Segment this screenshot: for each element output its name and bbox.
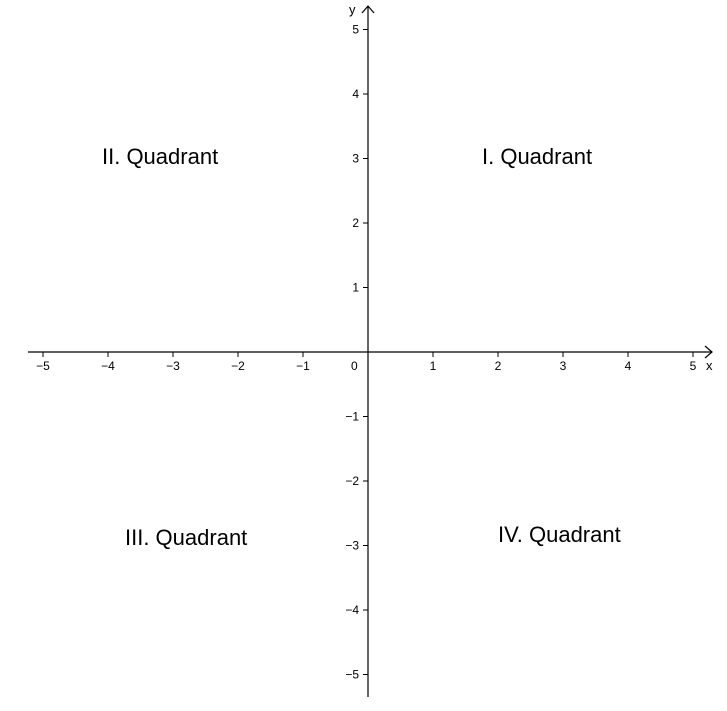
quadrant-2-label: II. Quadrant (102, 144, 219, 169)
y-tick-label: 1 (352, 280, 359, 295)
x-tick-label: −5 (36, 359, 50, 373)
x-tick-label: 4 (624, 359, 632, 373)
quadrant-1-label: I. Quadrant (482, 144, 593, 169)
y-tick-label: 2 (352, 216, 359, 230)
x-tick-label: −2 (231, 359, 245, 373)
y-tick-label: −3 (345, 538, 359, 553)
y-axis-label: y (349, 2, 356, 17)
y-tick-label: −2 (345, 474, 359, 488)
quadrant-3-label: III. Quadrant (125, 525, 248, 550)
x-tick-label: −1 (296, 359, 310, 373)
x-tick-label: 2 (494, 359, 502, 373)
y-tick-label: −5 (345, 667, 359, 682)
x-tick-label: −3 (166, 359, 180, 373)
y-tick-label: 5 (352, 22, 359, 37)
x-tick-label: 3 (559, 359, 567, 373)
y-tick-label: 4 (352, 87, 359, 101)
x-tick-label: 5 (689, 359, 697, 373)
x-axis-ticks (36, 352, 697, 373)
origin-label: 0 (351, 359, 358, 373)
x-axis-label: x (706, 358, 713, 373)
y-tick-label: −4 (345, 603, 359, 617)
y-tick-label: 3 (352, 151, 359, 166)
x-tick-label: −4 (101, 359, 115, 373)
y-tick-label: −1 (345, 409, 359, 424)
quadrant-4-label: IV. Quadrant (498, 522, 621, 547)
x-tick-label: 1 (429, 359, 437, 373)
